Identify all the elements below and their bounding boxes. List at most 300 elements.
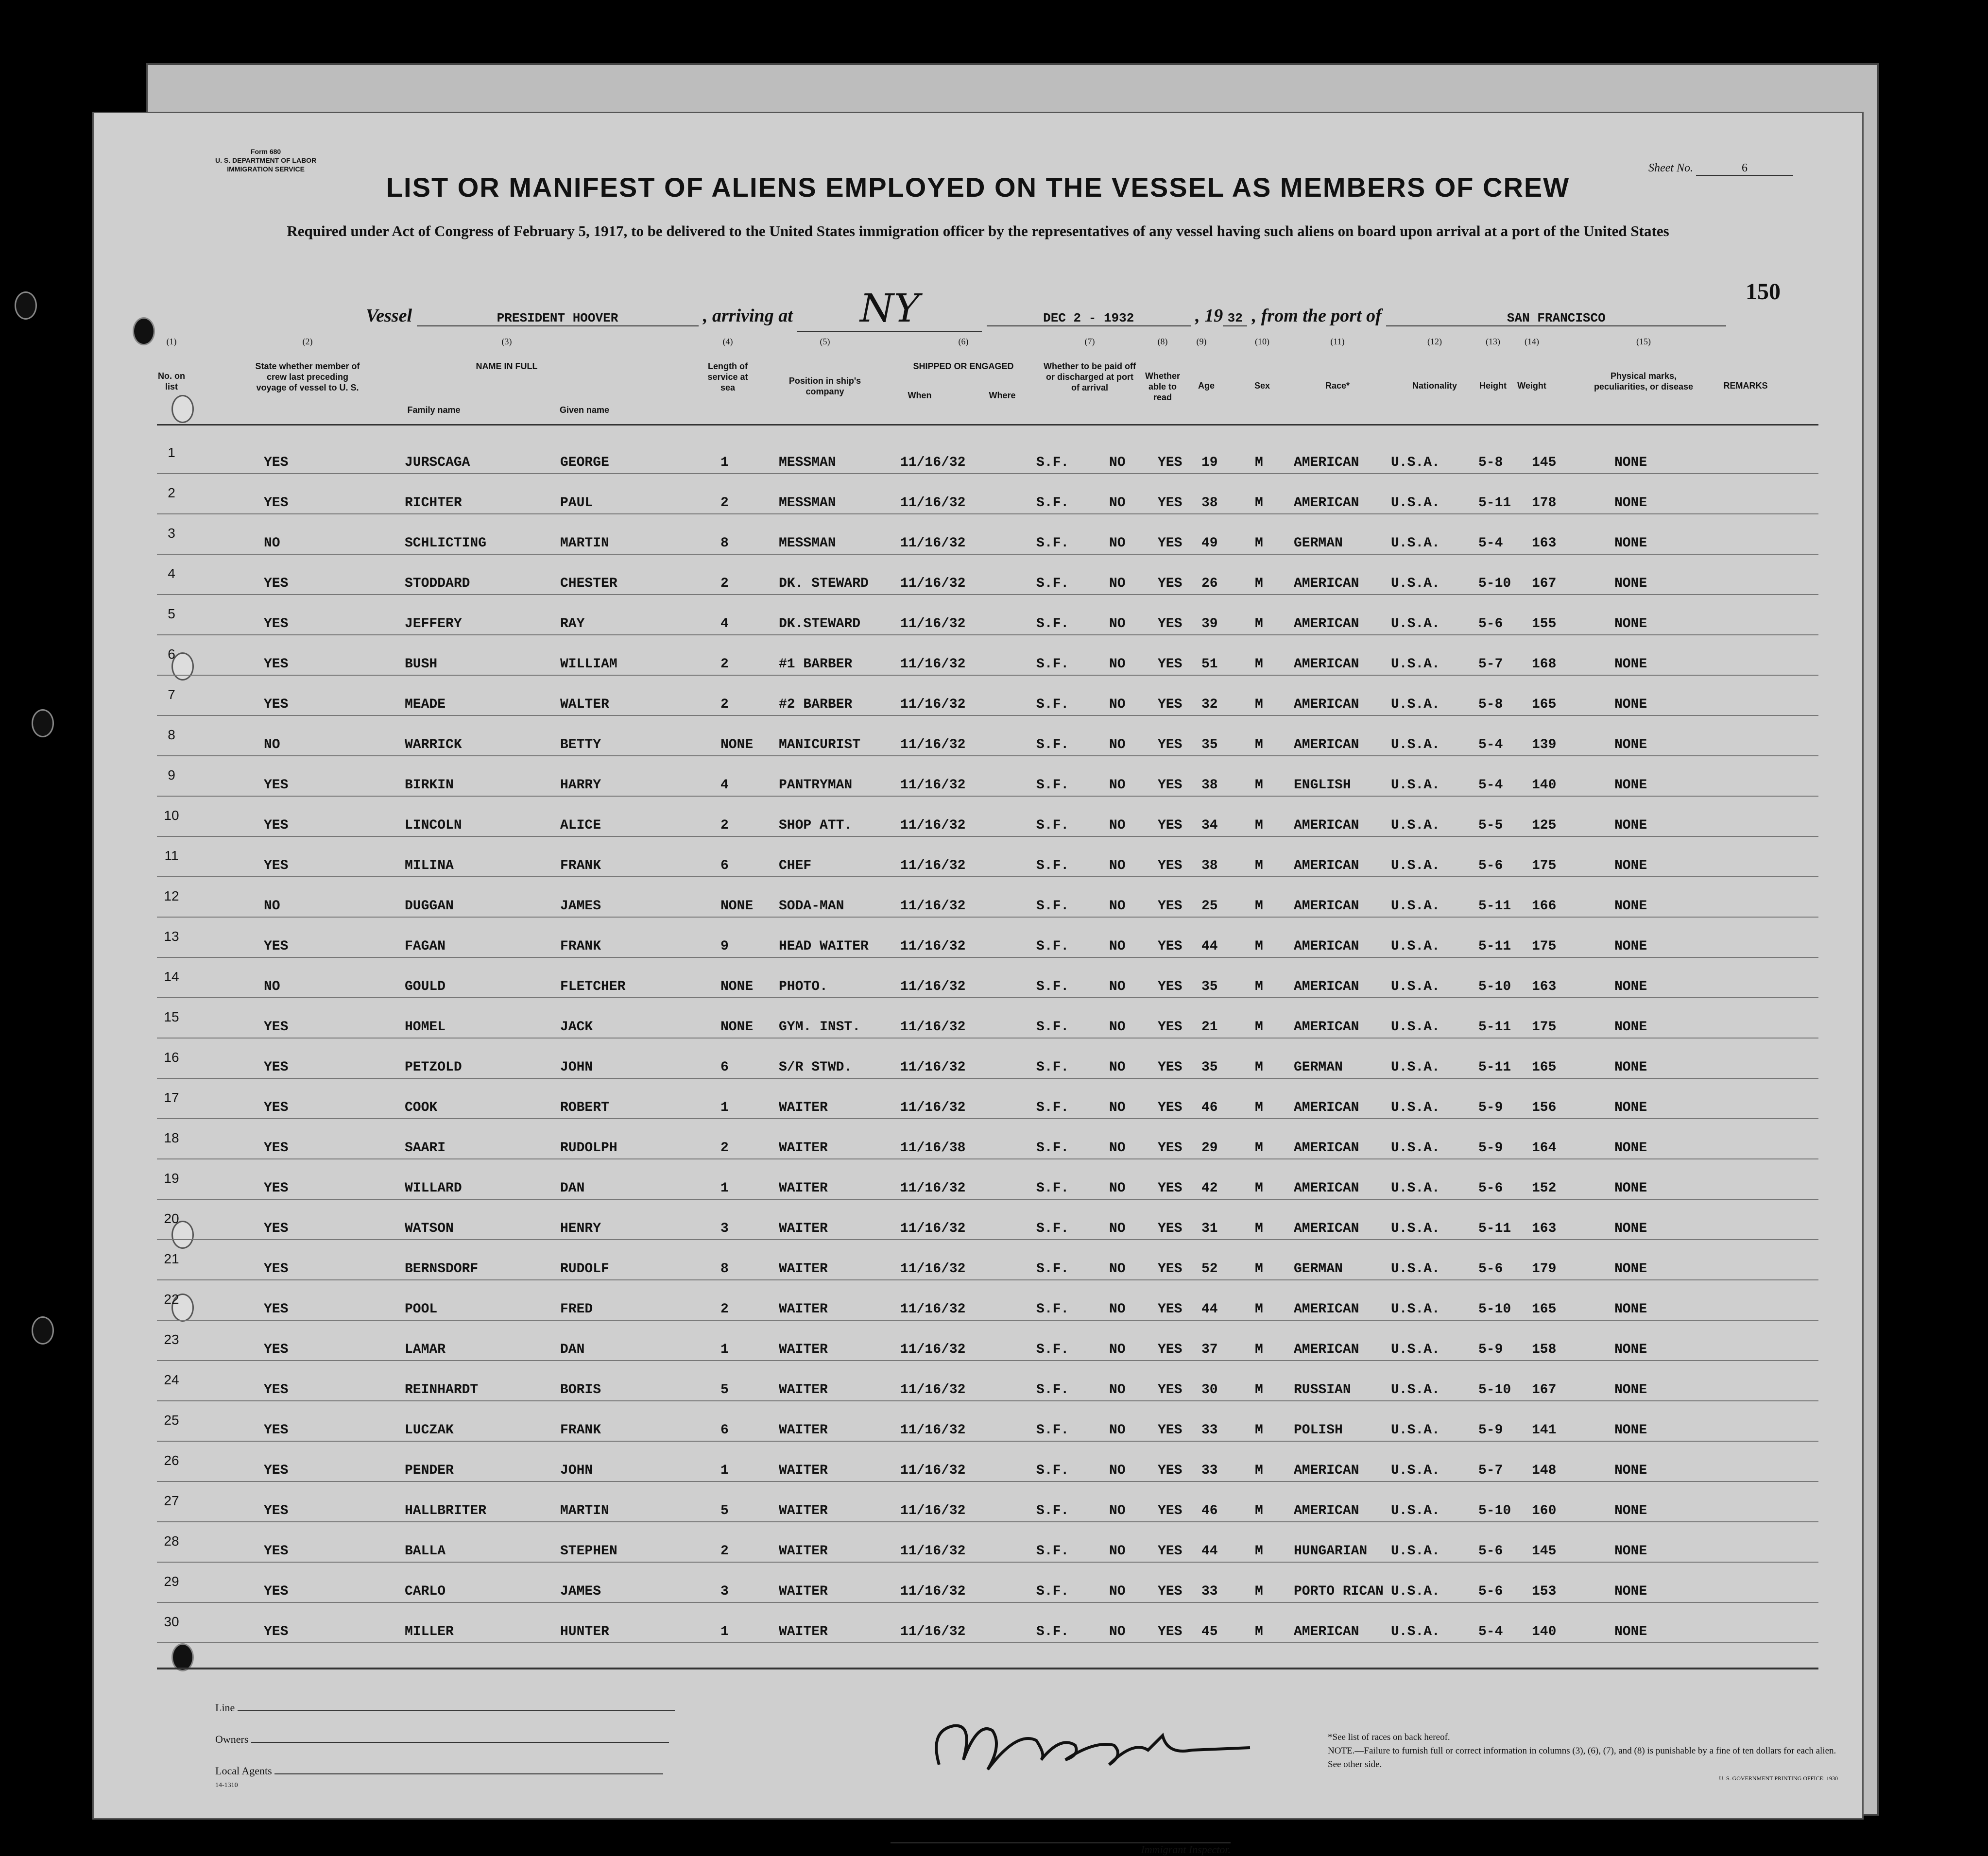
cell-age: 38 <box>1201 858 1218 873</box>
cell-previous-voyage: NO <box>264 737 280 752</box>
cell-length-of-service: 1 <box>720 1342 729 1357</box>
cell-sex: M <box>1255 1302 1263 1317</box>
cell-row-number: 11 <box>164 848 179 863</box>
cell-able-to-read: YES <box>1158 737 1183 752</box>
cell-height: 5-9 <box>1478 1100 1503 1115</box>
cell-row-number: 14 <box>164 969 179 984</box>
inspector-signature <box>920 1702 1260 1789</box>
cell-physical-marks: NONE <box>1614 1181 1647 1196</box>
cell-shipped-place: S.F. <box>1036 536 1069 551</box>
cell-position: WAITER <box>779 1141 828 1156</box>
cell-length-of-service: 5 <box>720 1503 729 1518</box>
table-row <box>157 555 1818 595</box>
cell-family-name: HOMEL <box>405 1020 446 1035</box>
cell-shipped-place: S.F. <box>1036 455 1069 470</box>
cell-paid-off: NO <box>1109 1141 1126 1156</box>
cell-nationality: U.S.A. <box>1391 1141 1440 1156</box>
cell-age: 25 <box>1201 899 1218 914</box>
cell-length-of-service: 6 <box>720 1060 729 1075</box>
cell-shipped-date: 11/16/32 <box>900 1342 966 1357</box>
cell-position: WAITER <box>779 1584 828 1599</box>
table-row <box>157 716 1818 756</box>
header-remarks: REMARKS <box>1723 381 1768 391</box>
cell-weight: 163 <box>1532 536 1557 551</box>
cell-length-of-service: 1 <box>720 1624 729 1639</box>
punch-hole <box>32 709 54 737</box>
cell-position: HEAD WAITER <box>779 939 869 954</box>
cell-age: 44 <box>1201 939 1218 954</box>
race-note: *See list of races on back hereof. <box>1328 1732 1450 1742</box>
cell-race: AMERICAN <box>1294 1624 1359 1639</box>
cell-sex: M <box>1255 1342 1263 1357</box>
cell-height: 5-11 <box>1478 1020 1511 1035</box>
cell-previous-voyage: YES <box>264 818 289 833</box>
cell-able-to-read: YES <box>1158 858 1183 873</box>
cell-previous-voyage: YES <box>264 1342 289 1357</box>
cell-previous-voyage: YES <box>264 616 289 631</box>
cell-given-name: MARTIN <box>560 536 609 551</box>
cell-able-to-read: YES <box>1158 1221 1183 1236</box>
cell-shipped-place: S.F. <box>1036 1342 1069 1357</box>
cell-weight: 164 <box>1532 1141 1557 1156</box>
cell-given-name: STEPHEN <box>560 1544 617 1559</box>
cell-family-name: MILINA <box>405 858 454 873</box>
cell-shipped-place: S.F. <box>1036 1020 1069 1035</box>
cell-paid-off: NO <box>1109 1261 1126 1277</box>
header-age: Age <box>1198 381 1215 391</box>
header-race: Race* <box>1325 381 1350 391</box>
header-where: Where <box>989 391 1016 400</box>
column-number: (6) <box>958 337 969 346</box>
sheet-number-label: Sheet No. <box>1648 162 1693 174</box>
cell-length-of-service: NONE <box>720 979 754 994</box>
cell-weight: 165 <box>1532 697 1557 712</box>
cell-shipped-date: 11/16/32 <box>900 1221 966 1236</box>
cell-given-name: WALTER <box>560 697 609 712</box>
cell-sex: M <box>1255 818 1263 833</box>
cell-paid-off: NO <box>1109 939 1126 954</box>
cell-nationality: U.S.A. <box>1391 1181 1440 1196</box>
cell-height: 5-11 <box>1478 1060 1511 1075</box>
cell-paid-off: NO <box>1109 455 1126 470</box>
cell-position: PANTRYMAN <box>779 778 853 793</box>
cell-physical-marks: NONE <box>1614 979 1647 994</box>
cell-previous-voyage: YES <box>264 697 289 712</box>
cell-age: 51 <box>1201 657 1218 672</box>
cell-row-number: 18 <box>164 1130 179 1145</box>
table-row <box>157 756 1818 797</box>
cell-physical-marks: NONE <box>1614 576 1647 591</box>
table-row <box>157 1240 1818 1280</box>
cell-height: 5-7 <box>1478 657 1503 672</box>
cell-paid-off: NO <box>1109 616 1126 631</box>
cell-able-to-read: YES <box>1158 616 1183 631</box>
cell-physical-marks: NONE <box>1614 1584 1647 1599</box>
cell-shipped-date: 11/16/32 <box>900 1624 966 1639</box>
cell-age: 46 <box>1201 1503 1218 1518</box>
cell-length-of-service: NONE <box>720 737 754 752</box>
cell-paid-off: NO <box>1109 858 1126 873</box>
cell-previous-voyage: YES <box>264 1221 289 1236</box>
cell-previous-voyage: YES <box>264 1261 289 1277</box>
cell-length-of-service: 3 <box>720 1221 729 1236</box>
cell-family-name: WARRICK <box>405 737 462 752</box>
line-label: Line <box>215 1702 235 1714</box>
cell-nationality: U.S.A. <box>1391 1382 1440 1397</box>
cell-able-to-read: YES <box>1158 455 1183 470</box>
cell-length-of-service: 2 <box>720 1544 729 1559</box>
year-prefix: , 19 <box>1195 306 1223 326</box>
arrival-date-stamp: DEC 2 - 1932 <box>987 311 1191 326</box>
cell-height: 5-6 <box>1478 1181 1503 1196</box>
cell-length-of-service: NONE <box>720 1020 754 1035</box>
cell-paid-off: NO <box>1109 737 1126 752</box>
table-row <box>157 1522 1818 1563</box>
from-port-label: , from the port of <box>1251 306 1382 326</box>
cell-length-of-service: 8 <box>720 1261 729 1277</box>
cell-race: POLISH <box>1294 1423 1343 1438</box>
cell-shipped-date: 11/16/32 <box>900 495 966 511</box>
cell-position: WAITER <box>779 1181 828 1196</box>
cell-height: 5-8 <box>1478 697 1503 712</box>
cell-weight: 145 <box>1532 1544 1557 1559</box>
cell-previous-voyage: YES <box>264 1584 289 1599</box>
cell-paid-off: NO <box>1109 1100 1126 1115</box>
cell-sex: M <box>1255 1382 1263 1397</box>
cell-physical-marks: NONE <box>1614 899 1647 914</box>
agents-form-code: 14-1310 <box>215 1782 238 1789</box>
cell-family-name: REINHARDT <box>405 1382 479 1397</box>
cell-given-name: JACK <box>560 1020 593 1035</box>
cell-nationality: U.S.A. <box>1391 1020 1440 1035</box>
cell-row-number: 15 <box>164 1009 179 1024</box>
cell-physical-marks: NONE <box>1614 818 1647 833</box>
cell-sex: M <box>1255 616 1263 631</box>
cell-age: 32 <box>1201 697 1218 712</box>
cell-physical-marks: NONE <box>1614 939 1647 954</box>
departure-port: SAN FRANCISCO <box>1386 311 1726 326</box>
cell-race: AMERICAN <box>1294 1020 1359 1035</box>
cell-row-number: 8 <box>168 727 175 742</box>
inspector-label: Immigrant Inspector. <box>1141 1843 1231 1856</box>
cell-given-name: FRANK <box>560 858 601 873</box>
cell-sex: M <box>1255 778 1263 793</box>
header-physical-marks: Physical marks, peculiarities, or disease <box>1594 371 1694 392</box>
cell-family-name: BERNSDORF <box>405 1261 479 1277</box>
cell-given-name: FRANK <box>560 939 601 954</box>
cell-able-to-read: YES <box>1158 536 1183 551</box>
cell-physical-marks: NONE <box>1614 1221 1647 1236</box>
cell-nationality: U.S.A. <box>1391 657 1440 672</box>
table-row <box>157 837 1818 877</box>
page-number: 150 <box>1746 279 1781 305</box>
cell-given-name: JAMES <box>560 1584 601 1599</box>
cell-physical-marks: NONE <box>1614 737 1647 752</box>
cell-age: 19 <box>1201 455 1218 470</box>
cell-nationality: U.S.A. <box>1391 1261 1440 1277</box>
cell-paid-off: NO <box>1109 1060 1126 1075</box>
cell-able-to-read: YES <box>1158 939 1183 954</box>
cell-shipped-date: 11/16/38 <box>900 1141 966 1156</box>
table-row <box>157 1039 1818 1079</box>
cell-weight: 152 <box>1532 1181 1557 1196</box>
cell-position: WAITER <box>779 1342 828 1357</box>
column-number: (4) <box>722 337 733 346</box>
service-name: IMMIGRATION SERVICE <box>227 165 305 173</box>
header-position: Position in ship's company <box>788 376 861 396</box>
document-subtitle: Required under Act of Congress of February 5, 1917, to be delivered to the United States immigration officer by the representatives of any vessel having such aliens on board upon arrival at a port of the United States <box>287 222 1669 239</box>
cell-shipped-place: S.F. <box>1036 495 1069 511</box>
cell-position: PHOTO. <box>779 979 828 994</box>
cell-previous-voyage: YES <box>264 1060 289 1075</box>
cell-given-name: BETTY <box>560 737 601 752</box>
cell-given-name: ALICE <box>560 818 601 833</box>
cell-weight: 166 <box>1532 899 1557 914</box>
cell-shipped-place: S.F. <box>1036 858 1069 873</box>
cell-family-name: RICHTER <box>405 495 462 511</box>
cell-paid-off: NO <box>1109 536 1126 551</box>
cell-position: WAITER <box>779 1261 828 1277</box>
cell-height: 5-10 <box>1478 1503 1511 1518</box>
column-number: (15) <box>1636 337 1651 346</box>
cell-sex: M <box>1255 576 1263 591</box>
cell-position: S/R STWD. <box>779 1060 853 1075</box>
cell-weight: 168 <box>1532 657 1557 672</box>
cell-nationality: U.S.A. <box>1391 616 1440 631</box>
cell-previous-voyage: NO <box>264 899 280 914</box>
cell-paid-off: NO <box>1109 697 1126 712</box>
arrival-port-handwritten: NY <box>797 286 982 332</box>
cell-row-number: 16 <box>164 1050 179 1065</box>
cell-shipped-place: S.F. <box>1036 737 1069 752</box>
cell-previous-voyage: YES <box>264 1302 289 1317</box>
cell-family-name: MILLER <box>405 1624 454 1639</box>
cell-height: 5-9 <box>1478 1423 1503 1438</box>
cell-sex: M <box>1255 1141 1263 1156</box>
cell-weight: 163 <box>1532 979 1557 994</box>
cell-age: 35 <box>1201 1060 1218 1075</box>
cell-sex: M <box>1255 737 1263 752</box>
cell-shipped-date: 11/16/32 <box>900 657 966 672</box>
cell-given-name: DAN <box>560 1342 585 1357</box>
table-row <box>157 1200 1818 1240</box>
cell-height: 5-9 <box>1478 1342 1503 1357</box>
cell-nationality: U.S.A. <box>1391 1221 1440 1236</box>
cell-nationality: U.S.A. <box>1391 1544 1440 1559</box>
cell-weight: 125 <box>1532 818 1557 833</box>
cell-family-name: LAMAR <box>405 1342 446 1357</box>
header-shipped-or-engaged: SHIPPED OR ENGAGED <box>913 361 1014 371</box>
cell-given-name: RUDOLPH <box>560 1141 617 1156</box>
cell-sex: M <box>1255 1544 1263 1559</box>
arriving-label: , arriving at <box>703 306 793 326</box>
cell-paid-off: NO <box>1109 818 1126 833</box>
punch-hole <box>15 291 37 320</box>
cell-race: AMERICAN <box>1294 737 1359 752</box>
cell-weight: 167 <box>1532 576 1557 591</box>
cell-able-to-read: YES <box>1158 1020 1183 1035</box>
cell-shipped-place: S.F. <box>1036 576 1069 591</box>
cell-nationality: U.S.A. <box>1391 899 1440 914</box>
table-row <box>157 1159 1818 1200</box>
cell-shipped-place: S.F. <box>1036 1463 1069 1478</box>
cell-age: 52 <box>1201 1261 1218 1277</box>
cell-weight: 175 <box>1532 939 1557 954</box>
cell-height: 5-11 <box>1478 939 1511 954</box>
table-row <box>157 1482 1818 1522</box>
cell-given-name: RAY <box>560 616 585 631</box>
line-blank <box>238 1710 675 1711</box>
cell-age: 37 <box>1201 1342 1218 1357</box>
cell-weight: 178 <box>1532 495 1557 511</box>
cell-race: AMERICAN <box>1294 455 1359 470</box>
cell-position: WAITER <box>779 1503 828 1518</box>
cell-shipped-place: S.F. <box>1036 1060 1069 1075</box>
cell-paid-off: NO <box>1109 1624 1126 1639</box>
table-row <box>157 474 1818 514</box>
cell-sex: M <box>1255 899 1263 914</box>
cell-sex: M <box>1255 1060 1263 1075</box>
cell-sex: M <box>1255 1100 1263 1115</box>
cell-physical-marks: NONE <box>1614 1141 1647 1156</box>
cell-nationality: U.S.A. <box>1391 1463 1440 1478</box>
cell-shipped-place: S.F. <box>1036 697 1069 712</box>
cell-height: 5-9 <box>1478 1141 1503 1156</box>
header-no-on-list: No. on list <box>158 371 185 392</box>
cell-family-name: HALLBRITER <box>405 1503 487 1518</box>
vessel-label: Vessel <box>366 306 412 326</box>
cell-previous-voyage: YES <box>264 1544 289 1559</box>
cell-age: 45 <box>1201 1624 1218 1639</box>
cell-weight: 140 <box>1532 778 1557 793</box>
cell-shipped-date: 11/16/32 <box>900 899 966 914</box>
cell-able-to-read: YES <box>1158 1342 1183 1357</box>
cell-physical-marks: NONE <box>1614 1060 1647 1075</box>
cell-row-number: 13 <box>164 929 179 944</box>
cell-physical-marks: NONE <box>1614 1503 1647 1518</box>
cell-previous-voyage: YES <box>264 939 289 954</box>
cell-able-to-read: YES <box>1158 1302 1183 1317</box>
table-row <box>157 998 1818 1039</box>
cell-race: AMERICAN <box>1294 818 1359 833</box>
cell-paid-off: NO <box>1109 1181 1126 1196</box>
cell-height: 5-11 <box>1478 899 1511 914</box>
table-row <box>157 797 1818 837</box>
cell-position: SHOP ATT. <box>779 818 853 833</box>
cell-age: 31 <box>1201 1221 1218 1236</box>
cell-row-number: 12 <box>164 888 179 903</box>
cell-nationality: U.S.A. <box>1391 778 1440 793</box>
cell-able-to-read: YES <box>1158 1423 1183 1438</box>
cell-weight: 175 <box>1532 858 1557 873</box>
cell-nationality: U.S.A. <box>1391 1503 1440 1518</box>
cell-family-name: FAGAN <box>405 939 446 954</box>
cell-able-to-read: YES <box>1158 697 1183 712</box>
cell-length-of-service: NONE <box>720 899 754 914</box>
cell-position: WAITER <box>779 1221 828 1236</box>
cell-age: 34 <box>1201 818 1218 833</box>
cell-shipped-date: 11/16/32 <box>900 1020 966 1035</box>
cell-shipped-date: 11/16/32 <box>900 576 966 591</box>
cell-able-to-read: YES <box>1158 576 1183 591</box>
cell-shipped-place: S.F. <box>1036 1261 1069 1277</box>
table-row <box>157 1119 1818 1159</box>
header-when: When <box>908 391 932 400</box>
cell-weight: 165 <box>1532 1302 1557 1317</box>
cell-physical-marks: NONE <box>1614 1382 1647 1397</box>
cell-given-name: JOHN <box>560 1463 593 1478</box>
cell-previous-voyage: YES <box>264 1100 289 1115</box>
footer-divider <box>157 1668 1818 1669</box>
cell-able-to-read: YES <box>1158 657 1183 672</box>
cell-paid-off: NO <box>1109 1503 1126 1518</box>
cell-sex: M <box>1255 939 1263 954</box>
cell-nationality: U.S.A. <box>1391 939 1440 954</box>
cell-family-name: WATSON <box>405 1221 454 1236</box>
column-number: (8) <box>1157 337 1168 346</box>
cell-age: 35 <box>1201 737 1218 752</box>
cell-previous-voyage: YES <box>264 455 289 470</box>
cell-height: 5-6 <box>1478 1544 1503 1559</box>
cell-able-to-read: YES <box>1158 1261 1183 1277</box>
cell-length-of-service: 6 <box>720 1423 729 1438</box>
cell-race: AMERICAN <box>1294 1503 1359 1518</box>
cell-shipped-place: S.F. <box>1036 1584 1069 1599</box>
cell-paid-off: NO <box>1109 1544 1126 1559</box>
cell-family-name: BALLA <box>405 1544 446 1559</box>
cell-shipped-place: S.F. <box>1036 979 1069 994</box>
cell-previous-voyage: NO <box>264 979 280 994</box>
cell-able-to-read: YES <box>1158 1463 1183 1478</box>
cell-race: AMERICAN <box>1294 979 1359 994</box>
cell-length-of-service: 5 <box>720 1382 729 1397</box>
form-identifier <box>215 147 316 173</box>
table-row <box>157 1603 1818 1643</box>
cell-shipped-date: 11/16/32 <box>900 455 966 470</box>
cell-given-name: CHESTER <box>560 576 617 591</box>
column-number: (12) <box>1427 337 1442 346</box>
cell-sex: M <box>1255 455 1263 470</box>
cell-race: AMERICAN <box>1294 939 1359 954</box>
cell-race: AMERICAN <box>1294 576 1359 591</box>
cell-family-name: DUGGAN <box>405 899 454 914</box>
cell-height: 5-4 <box>1478 1624 1503 1639</box>
cell-given-name: ROBERT <box>560 1100 609 1115</box>
cell-age: 44 <box>1201 1544 1218 1559</box>
cell-family-name: BUSH <box>405 657 438 672</box>
cell-weight: 153 <box>1532 1584 1557 1599</box>
cell-paid-off: NO <box>1109 778 1126 793</box>
cell-sex: M <box>1255 858 1263 873</box>
cell-family-name: JURSCAGA <box>405 455 470 470</box>
vessel-name: PRESIDENT HOOVER <box>417 311 699 326</box>
cell-row-number: 30 <box>164 1614 179 1629</box>
cell-nationality: U.S.A. <box>1391 737 1440 752</box>
cell-shipped-date: 11/16/32 <box>900 737 966 752</box>
cell-weight: 167 <box>1532 1382 1557 1397</box>
header-able-to-read: Whether able to read <box>1145 371 1180 402</box>
cell-shipped-date: 11/16/32 <box>900 1100 966 1115</box>
cell-race: AMERICAN <box>1294 1302 1359 1317</box>
cell-position: MESSMAN <box>779 495 836 511</box>
cell-age: 33 <box>1201 1463 1218 1478</box>
cell-able-to-read: YES <box>1158 1503 1183 1518</box>
cell-able-to-read: YES <box>1158 495 1183 511</box>
cell-age: 33 <box>1201 1584 1218 1599</box>
cell-height: 5-11 <box>1478 495 1511 511</box>
table-row <box>157 595 1818 635</box>
year-value: 32 <box>1223 311 1247 326</box>
